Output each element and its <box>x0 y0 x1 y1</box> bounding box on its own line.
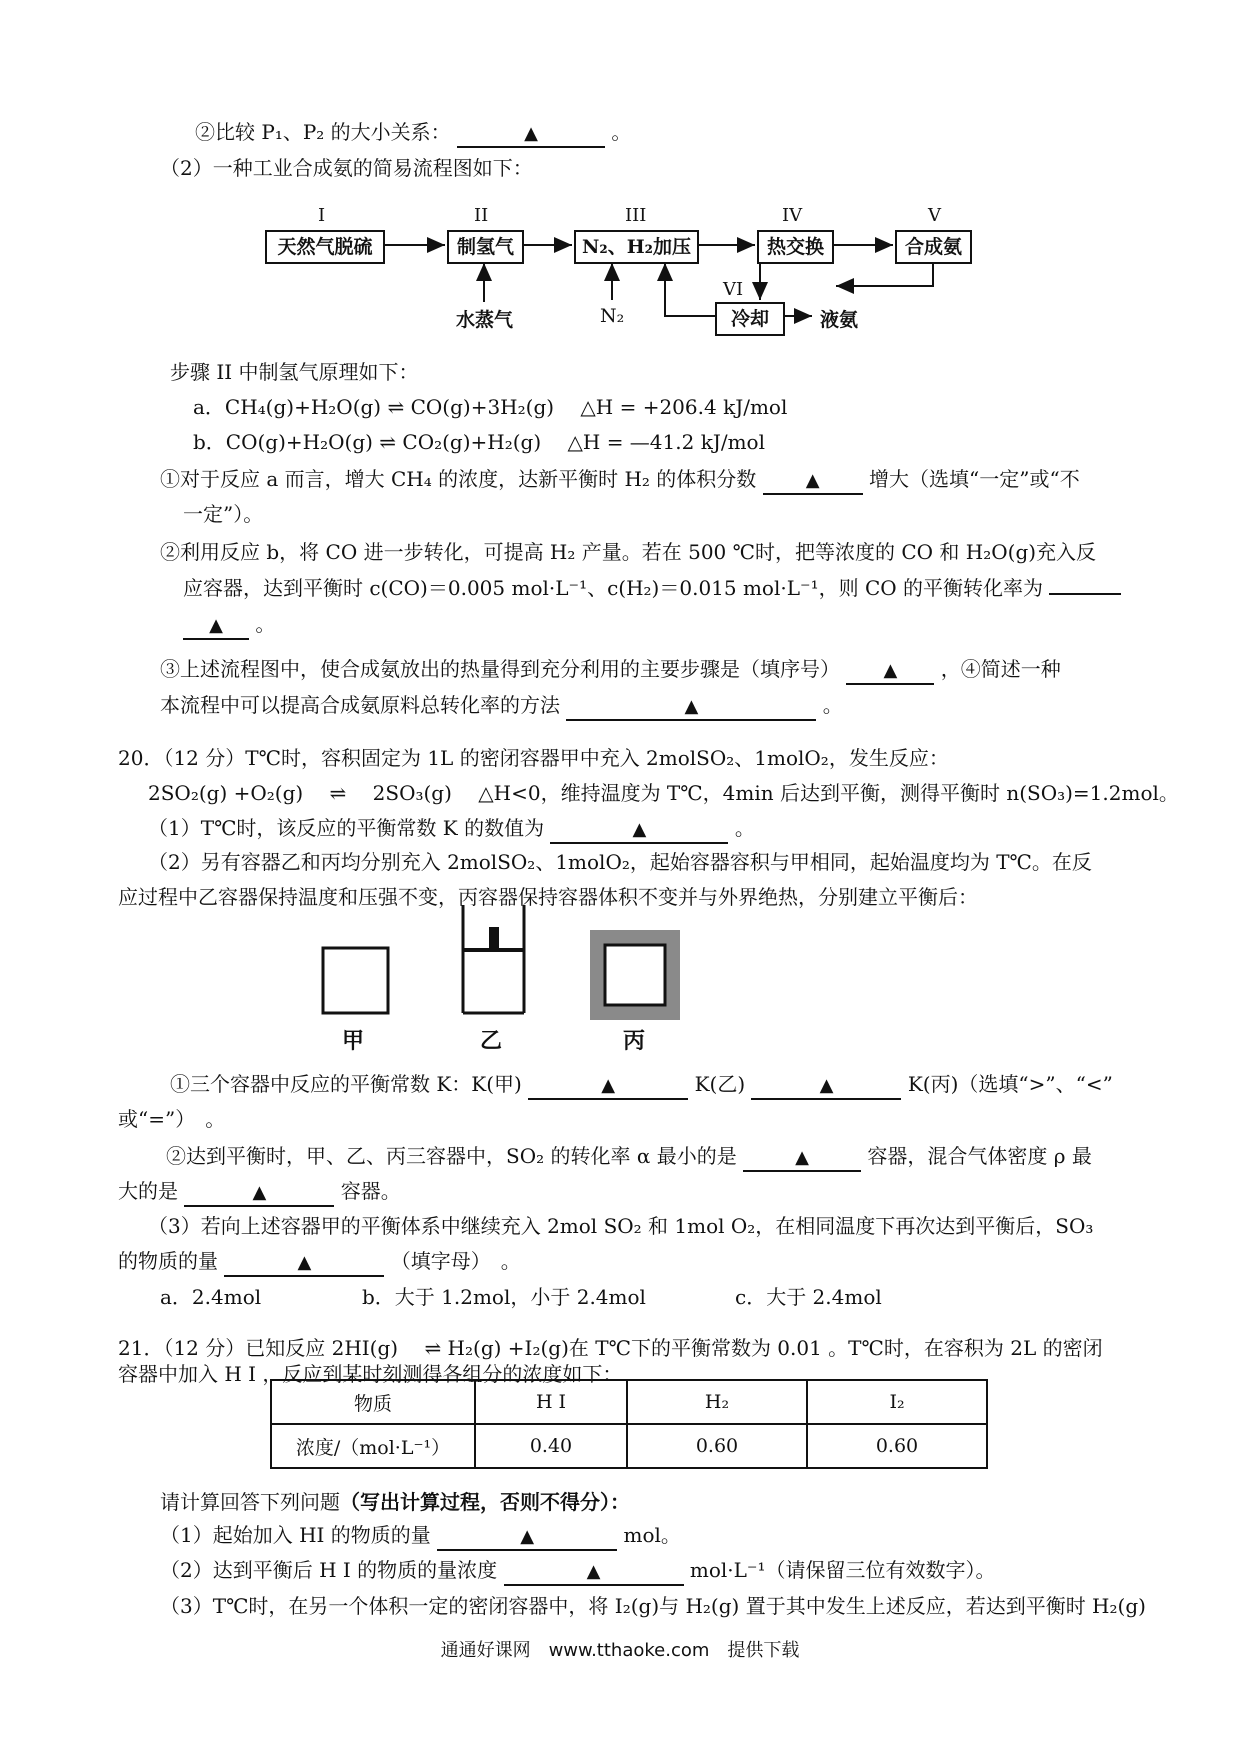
q20-k-compare-cont: 或“=”） 。 <box>118 1107 226 1131</box>
q20-alpha-cont: 大的是 ▲ 容器。 <box>118 1177 401 1207</box>
q20-line2: 2SO₂(g) +O₂(g) ⇌ 2SO₃(g) △H<0，维持温度为 T℃，4min 后达到平衡，测得平衡时 n(SO₃)=1.2mol。 <box>148 781 1179 805</box>
q20-line1: 20．（12 分）T℃时，容积固定为 1L 的密闭容器甲中充入 2molSO₂、1molO₂，发生反应： <box>118 746 949 770</box>
table-header-cell: 物质 <box>271 1380 475 1424</box>
q19-sub1-cont: 一定”）。 <box>183 502 264 526</box>
answer-blank[interactable]: ▲ <box>457 122 605 148</box>
box-cooling: 冷却 <box>715 302 785 336</box>
box-desulfurization: 天然气脱硫 <box>265 230 385 264</box>
answer-blank[interactable]: ▲ <box>184 1181 334 1207</box>
answer-blank[interactable]: ▲ <box>846 659 934 685</box>
answer-blank[interactable]: ▲ <box>437 1525 617 1551</box>
label-yi: 乙 <box>480 1028 503 1054</box>
answer-blank[interactable]: ▲ <box>743 1146 861 1172</box>
q21-line2: 容器中加入 H I ，反应到某时刻测得各组分的浓度如下： <box>118 1362 623 1386</box>
table-row <box>271 1424 987 1468</box>
vessel-bing <box>590 930 680 1020</box>
q20-part2-line2: 应过程中乙容器保持温度和压强不变，丙容器保持容器体积不变并与外界绝热，分别建立平衡后： <box>118 885 978 909</box>
flowchart-arrows <box>0 0 1240 340</box>
box-pressurize: N₂、H₂加压 <box>574 230 699 264</box>
q21-sub2: （2）达到平衡后 H I 的物质的量浓度 ▲ mol·L⁻¹（请保留三位有效数字）。 <box>160 1556 995 1586</box>
step-intro: 步骤 II 中制氢气原理如下： <box>170 360 419 384</box>
q20-part2-line1: （2）另有容器乙和丙均分别充入 2molSO₂、1molO₂，起始容器容积与甲相同，起始温度均为 T℃。在反 <box>148 850 1092 874</box>
q19-sub2b-line2: 应容器，达到平衡时 c(CO)＝0.005 mol·L⁻¹、c(H₂)＝0.015 mol·L⁻¹，则 CO 的平衡转化率为 <box>183 574 1121 602</box>
answer-blank[interactable]: ▲ <box>550 818 728 844</box>
answer-blank[interactable]: ▲ <box>763 469 863 495</box>
vessel-yi <box>463 905 524 1013</box>
q20-part3-line2: 的物质的量 ▲ （填字母） 。 <box>118 1247 521 1277</box>
q21-line1: 21．（12 分）已知反应 2HI(g) ⇌ H₂(g) +I₂(g)在 T℃下的平衡常数为 0.01 。T℃时，在容积为 2L 的密闭 <box>118 1336 1103 1360</box>
table-cell: 0.40 <box>475 1424 627 1468</box>
q21-sub1: （1）起始加入 HI 的物质的量 ▲ mol。 <box>160 1521 681 1551</box>
box-ammonia-synthesis: 合成氨 <box>895 230 972 264</box>
answer-blank[interactable]: ▲ <box>566 695 816 721</box>
roman-3: III <box>625 205 647 226</box>
label-water-vapor: 水蒸气 <box>456 309 514 331</box>
q19-sub3: ③上述流程图中，使合成氨放出的热量得到充分利用的主要步骤是（填序号） ▲ ，④简述一种 <box>160 655 1061 685</box>
table-row <box>271 1380 987 1424</box>
q20-part1: （1）T℃时，该反应的平衡常数 K 的数值为 ▲ 。 <box>148 814 755 844</box>
q20-k-compare: ①三个容器中反应的平衡常数 K：K(甲) ▲ K(乙) ▲ K(丙)（选填“>”、“<” <box>170 1070 1113 1100</box>
roman-4: IV <box>782 205 803 226</box>
roman-6: VI <box>723 279 744 300</box>
table-header-cell: H I <box>475 1380 627 1424</box>
answer-blank[interactable]: ▲ <box>183 614 249 640</box>
label-bing: 丙 <box>623 1028 646 1054</box>
answer-blank[interactable]: ▲ <box>751 1074 901 1100</box>
table-cell: 浓度/（mol·L⁻¹） <box>271 1424 475 1468</box>
label-liquid-ammonia: 液氨 <box>820 309 859 331</box>
q20-option-c[interactable]: c．大于 2.4mol <box>735 1285 882 1309</box>
q20-part3-line1: （3）若向上述容器甲的平衡体系中继续充入 2mol SO₂ 和 1mol O₂，在相同温度下再次达到平衡后，SO₃ <box>148 1214 1094 1238</box>
q19-sub2: ②比较 P₁、P₂ 的大小关系： ▲ 。 <box>195 118 631 148</box>
q20-option-a[interactable]: a．2.4mol <box>160 1285 262 1309</box>
reaction-b: b．CO(g)+H₂O(g) ⇌ CO₂(g)+H₂(g) △H = —41.2 kJ/mol <box>193 430 765 454</box>
box-heat-exchange: 热交换 <box>757 230 834 264</box>
table-cell: 0.60 <box>807 1424 987 1468</box>
answer-blank[interactable]: ▲ <box>504 1560 684 1586</box>
q21-sub3: （3）T℃时，在另一个体积一定的密闭容器中，将 I₂(g)与 H₂(g) 置于其中发生上述反应，若达到平衡时 H₂(g) <box>160 1594 1146 1618</box>
label-jia: 甲 <box>342 1028 365 1054</box>
table-header-cell: H₂ <box>627 1380 807 1424</box>
answer-blank[interactable] <box>1049 593 1121 595</box>
q19-sub1: ①对于反应 a 而言，增大 CH₄ 的浓度，达新平衡时 H₂ 的体积分数 ▲ 增大（选填“一定”或“不 <box>160 465 1080 495</box>
answer-blank[interactable]: ▲ <box>224 1251 384 1277</box>
q19-part2-intro: （2）一种工业合成氨的简易流程图如下： <box>160 156 533 180</box>
answer-blank[interactable]: ▲ <box>528 1074 688 1100</box>
roman-5: V <box>928 205 941 226</box>
concentration-table <box>270 1379 988 1469</box>
q19-sub2b-line1: ②利用反应 b，将 CO 进一步转化，可提高 H₂ 产量。若在 500 ℃时，把等浓度的 CO 和 H₂O(g)充入反 <box>160 540 1097 564</box>
reaction-a: a．CH₄(g)+H₂O(g) ⇌ CO(g)+3H₂(g) △H = +206.4 kJ/mol <box>193 395 788 419</box>
table-header-cell: I₂ <box>807 1380 987 1424</box>
q21-instructions: 请计算回答下列问题（写出计算过程，否则不得分）： <box>160 1490 630 1514</box>
box-hydrogen: 制氢气 <box>447 230 524 264</box>
label-n2: N₂ <box>600 305 625 327</box>
roman-1: I <box>318 205 326 226</box>
page-footer: 通通好课网 www.tthaoke.com 提供下载 <box>440 1640 800 1661</box>
vessel-jia <box>323 948 388 1013</box>
q19-sub3-cont: 本流程中可以提高合成氨原料总转化率的方法 ▲ 。 <box>160 691 843 721</box>
roman-2: II <box>474 205 489 226</box>
table-cell: 0.60 <box>627 1424 807 1468</box>
vessel-diagrams <box>0 900 1240 1030</box>
q20-option-b[interactable]: b．大于 1.2mol，小于 2.4mol <box>362 1285 646 1309</box>
q19-sub2b-line3: ▲ 。 <box>183 610 275 640</box>
q20-alpha: ②达到平衡时，甲、乙、丙三容器中，SO₂ 的转化率 α 最小的是 ▲ 容器，混合气体密度 ρ 最 <box>166 1142 1092 1172</box>
